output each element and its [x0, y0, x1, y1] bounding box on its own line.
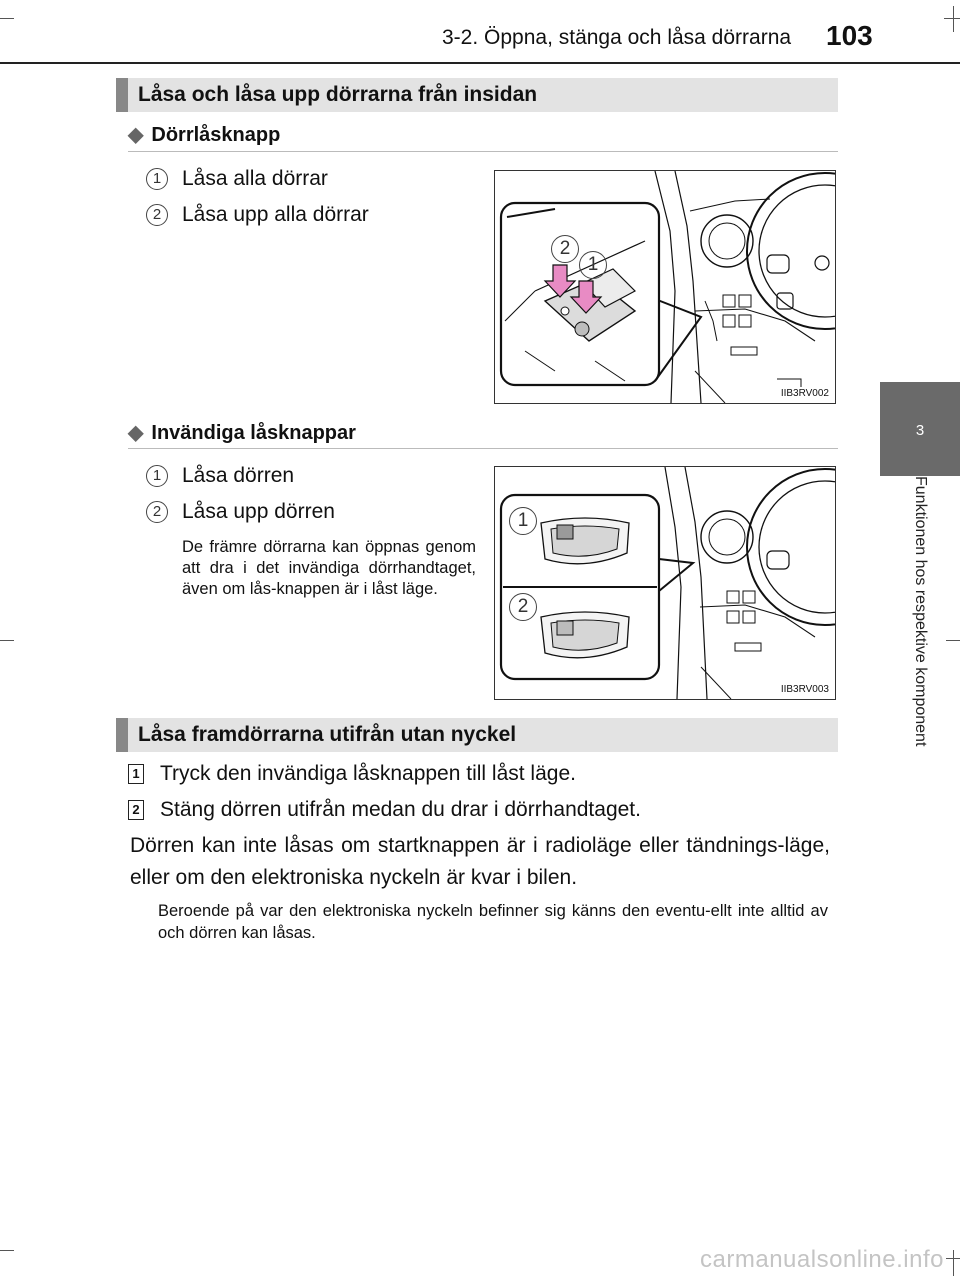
- item-number-circle: 2: [146, 501, 168, 523]
- door-handle-drawing: [495, 467, 835, 699]
- subheading-inside-lock-buttons: [128, 420, 356, 445]
- section-title-lock-without-key: Låsa framdörrarna utifrån utan nyckel: [116, 718, 838, 752]
- figure-code: IIB3RV002: [780, 388, 829, 399]
- crop-mark: [0, 1250, 14, 1251]
- item-number-circle: 1: [146, 465, 168, 487]
- crop-mark: [0, 18, 14, 19]
- inside-lock-button-illustration: [494, 466, 836, 700]
- note-text: Beroende på var den elektroniska nyckeln befinner sig känns den eventu-ellt inte alltid av och dörren kan låsas.: [158, 902, 828, 942]
- subheading-rule: [128, 151, 838, 152]
- note-text: De främre dörrarna kan öppnas genom att dra i det invändiga dörrhandtaget, även om lås-knappen är i låst läge.: [182, 538, 476, 598]
- section-title-inside-lock: Låsa och låsa upp dörrarna från insidan: [116, 78, 838, 112]
- item-number-circle: 1: [146, 168, 168, 190]
- callout-number: 1: [579, 251, 607, 279]
- body-paragraph: Dörren kan inte låsas om startknappen är i radioläge eller tändnings-läge, eller om den elektroniska nyckeln är kvar i bilen.: [130, 834, 830, 889]
- dashboard-drawing: [495, 171, 835, 403]
- callout-number: 2: [551, 235, 579, 263]
- diamond-bullet-icon: ◆: [128, 124, 144, 146]
- crop-mark: [953, 1250, 954, 1276]
- item-number-circle: 2: [146, 204, 168, 226]
- header-title: 3-2. Öppna, stänga och låsa dörrarna: [442, 26, 792, 49]
- callout-number: 2: [509, 593, 537, 621]
- chapter-tab[interactable]: [880, 382, 960, 476]
- item-text: Låsa upp dörren: [182, 500, 335, 523]
- item-text: Låsa dörren: [182, 464, 295, 487]
- header-rule: [0, 62, 960, 64]
- step-number-box: 1: [128, 764, 144, 784]
- figure-code: IIB3RV003: [780, 684, 829, 695]
- step-text: Tryck den invändiga låsknappen till låst läge.: [160, 762, 576, 785]
- door-lock-switch-illustration: [494, 170, 836, 404]
- chapter-number: 3: [915, 422, 925, 439]
- item-text: Låsa upp alla dörrar: [182, 203, 369, 226]
- step-number-box: 2: [128, 800, 144, 820]
- item-text: Låsa alla dörrar: [182, 167, 328, 190]
- diamond-bullet-icon: ◆: [128, 422, 144, 444]
- step-text: Stäng dörren utifrån medan du drar i dörrhandtaget.: [160, 798, 641, 821]
- crop-mark: [0, 640, 14, 641]
- subheading-door-lock-switch: [128, 122, 280, 147]
- crop-mark: [953, 6, 954, 32]
- subheading-text: Invändiga låsknappar: [151, 422, 356, 444]
- crop-mark: [944, 18, 960, 19]
- chapter-title: Funktionen hos respektive komponent: [912, 476, 929, 747]
- callout-number: 1: [509, 507, 537, 535]
- page-number: 103: [826, 20, 873, 51]
- subheading-text: Dörrlåsknapp: [151, 124, 281, 146]
- subheading-rule: [128, 448, 838, 449]
- watermark: carmanualsonline.info: [700, 1246, 944, 1273]
